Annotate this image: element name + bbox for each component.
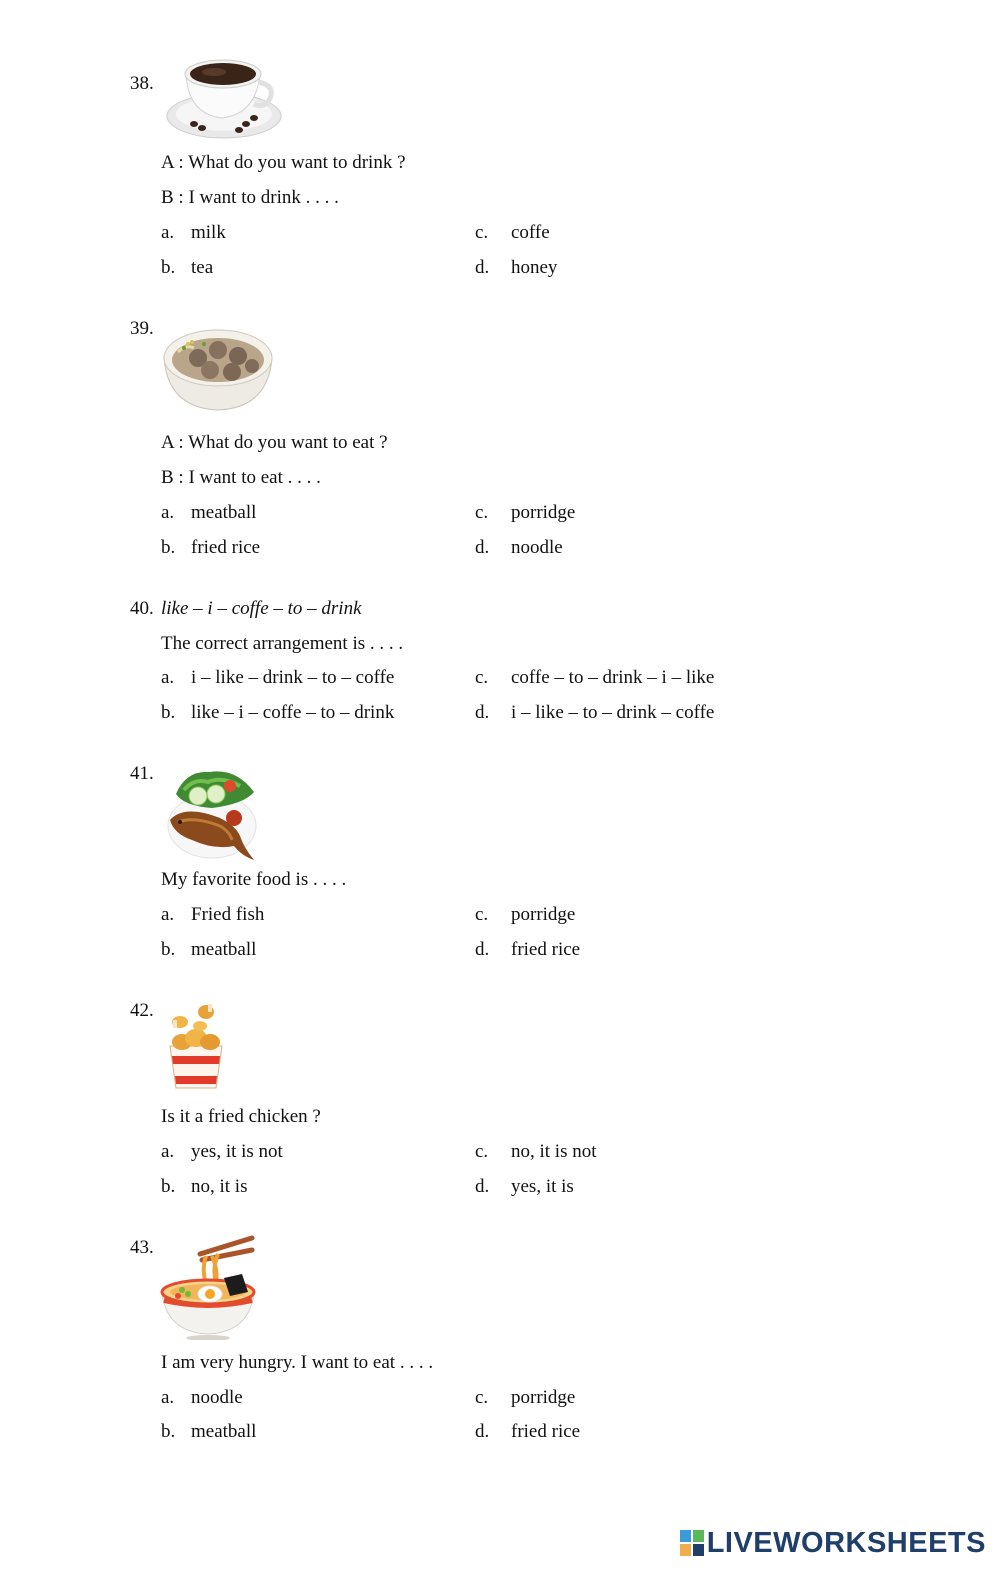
meatball-bowl-image bbox=[160, 318, 276, 412]
option-a[interactable]: a. milk bbox=[161, 222, 226, 243]
dialogue-line: A : What do you want to eat ? bbox=[161, 432, 388, 453]
dialogue-line: B : I want to eat . . . . bbox=[161, 467, 321, 488]
question-text: The correct arrangement is . . . . bbox=[161, 633, 404, 654]
option-d[interactable]: d. i – like – to – drink – coffe bbox=[475, 702, 715, 723]
option-d[interactable]: d. noodle bbox=[475, 537, 563, 558]
option-a[interactable]: a. noodle bbox=[161, 1387, 243, 1408]
option-d[interactable]: d. yes, it is bbox=[475, 1176, 574, 1197]
question-number: 41. bbox=[130, 763, 154, 784]
question-number: 43. bbox=[130, 1237, 154, 1258]
question-text: My favorite food is . . . . bbox=[161, 869, 347, 890]
option-c[interactable]: c. coffe – to – drink – i – like bbox=[475, 667, 715, 688]
dialogue-line: A : What do you want to drink ? bbox=[161, 152, 406, 173]
option-c[interactable]: c. no, it is not bbox=[475, 1141, 597, 1162]
option-a[interactable]: a. Fried fish bbox=[161, 904, 265, 925]
option-c[interactable]: c. porridge bbox=[475, 1387, 576, 1408]
question-number: 39. bbox=[130, 318, 154, 339]
dialogue-line: B : I want to drink . . . . bbox=[161, 187, 339, 208]
noodle-bowl-image bbox=[160, 1234, 256, 1340]
brand-text: LIVEWORKSHEETS bbox=[706, 1526, 986, 1559]
option-b[interactable]: b. tea bbox=[161, 257, 214, 278]
option-c[interactable]: c. porridge bbox=[475, 904, 576, 925]
fried-chicken-bucket-image bbox=[164, 1000, 228, 1092]
question-number: 42. bbox=[130, 1000, 154, 1021]
option-a[interactable]: a. yes, it is not bbox=[161, 1141, 283, 1162]
option-b[interactable]: b. meatball bbox=[161, 1421, 257, 1442]
question-number: 38. bbox=[130, 73, 154, 94]
option-a[interactable]: a. meatball bbox=[161, 502, 257, 523]
brand-icon bbox=[680, 1530, 704, 1556]
option-b[interactable]: b. meatball bbox=[161, 939, 257, 960]
option-d[interactable]: d. fried rice bbox=[475, 1421, 581, 1442]
option-b[interactable]: b. fried rice bbox=[161, 537, 261, 558]
option-b[interactable]: b. like – i – coffe – to – drink bbox=[161, 702, 395, 723]
option-d[interactable]: d. fried rice bbox=[475, 939, 581, 960]
option-a[interactable]: a. i – like – drink – to – coffe bbox=[161, 667, 395, 688]
coffee-cup-image bbox=[164, 52, 284, 144]
option-c[interactable]: c. porridge bbox=[475, 502, 576, 523]
question-text: Is it a fried chicken ? bbox=[161, 1106, 321, 1127]
liveworksheets-logo[interactable] bbox=[680, 1525, 986, 1561]
question-number: 40. bbox=[130, 598, 154, 619]
option-b[interactable]: b. no, it is bbox=[161, 1176, 248, 1197]
fried-fish-image bbox=[164, 764, 260, 864]
question-text: I am very hungry. I want to eat . . . . bbox=[161, 1352, 434, 1373]
option-d[interactable]: d. honey bbox=[475, 257, 558, 278]
word-scramble-prompt: like – i – coffe – to – drink bbox=[161, 598, 362, 619]
option-c[interactable]: c. coffe bbox=[475, 222, 550, 243]
